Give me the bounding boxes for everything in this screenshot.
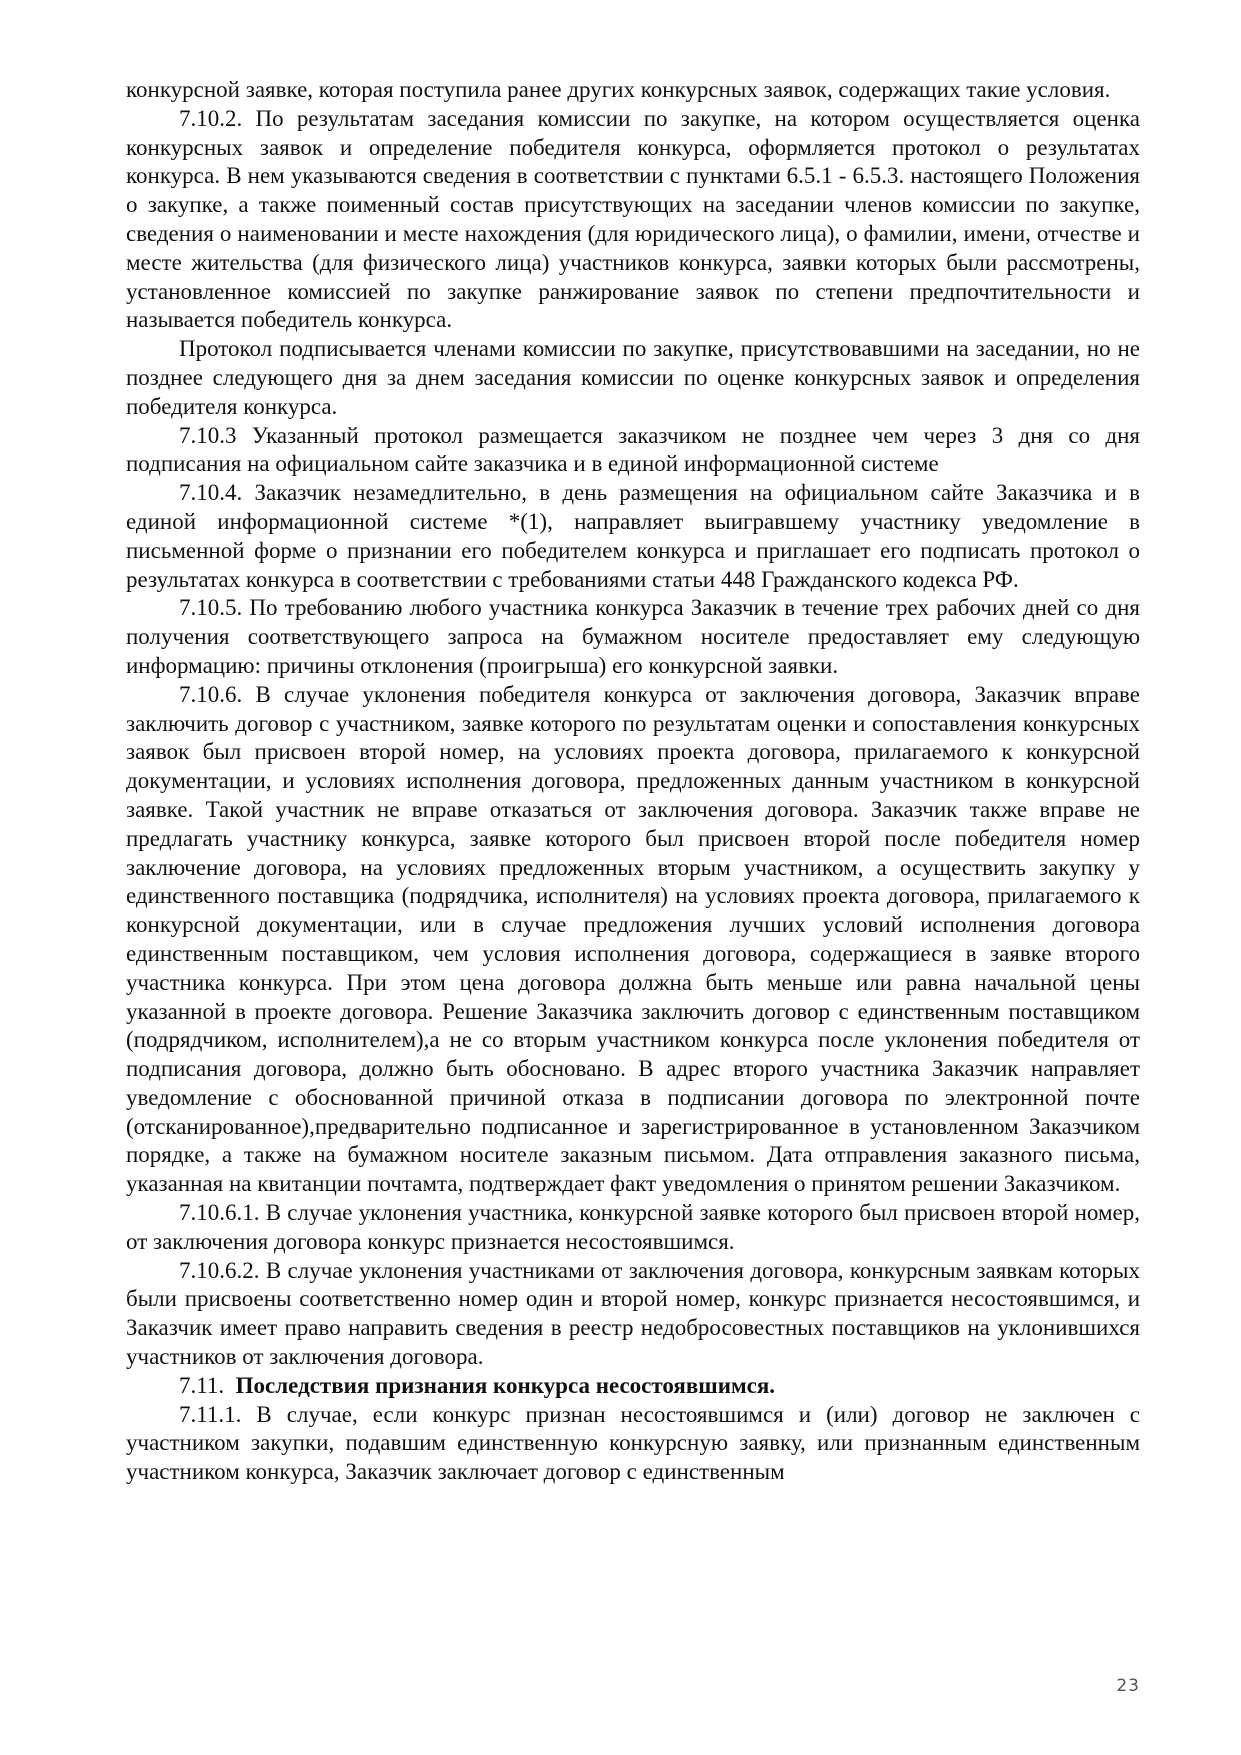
section-title: Последствия признания конкурса несостоявшимся.: [235, 1372, 776, 1398]
paragraph-7-10-4: 7.10.4. Заказчик незамедлительно, в день размещения на официальном сайте Заказчика и в единой информационной системе *(1), направляет выигравшему участнику уведомление в письменной форме о признании его победителем конкурса и приглашает его подписать протокол о результатах конкурса в соответствии с требованиями статьи 448 Гражданского кодекса РФ.: [126, 480, 1140, 592]
paragraph-protocol-signing: Протокол подписывается членами комиссии по закупке, присутствовавшими на заседании, но не позднее следующего дня за днем заседания комиссии по оценке конкурсных заявок и определения победителя конкурса.: [126, 336, 1140, 419]
paragraph-7-10-3: 7.10.3 Указанный протокол размещается заказчиком не позднее чем через 3 дня со дня подписания на официальном сайте заказчика и в единой информационной системе: [126, 422, 1140, 477]
paragraph-7-11-1: 7.11.1. В случае, если конкурс признан несостоявшимся и (или) договор не заключен с участником закупки, подавшим единственную конкурсную заявку, или признанным единственным участником конкурса, Заказчик заключает договор с единственным: [126, 1401, 1140, 1485]
paragraph-continuation: конкурсной заявке, которая поступила ранее других конкурсных заявок, содержащих такие условия.: [126, 77, 1111, 102]
section-number: 7.11.: [179, 1372, 225, 1398]
page-number: 23: [1116, 1676, 1140, 1696]
paragraph-7-10-6-1: 7.10.6.1. В случае уклонения участника, конкурсной заявке которого был присвоен второй номер, от заключения договора конкурс признается несостоявшимся.: [126, 1200, 1140, 1254]
paragraph-7-10-6: 7.10.6. В случае уклонения победителя конкурса от заключения договора, Заказчик вправе заключить договор с участником, заявке которого по результатам оценки и сопоставления конкурсных заявок был присвоен второй номер, на условиях проекта договора, прилагаемого к конкурсной документации, и условиях исполнения договора, предложенных данным участником в конкурсной заявке. Такой участник не вправе отказаться от заключения договора. Заказчик также вправе не предлагать участнику конкурса, заявке которого был присвоен второй после победителя номер заключение договора, на условиях предложенных вторым участником, а осуществить закупку у единственного поставщика (подрядчика, исполнителя) на условиях проекта договора, прилагаемого к конкурсной документации, или в случае предложения лучших условий исполнения договора единственным поставщиком, чем условия исполнения договора, содержащиеся в заявке второго участника конкурса. При этом цена договора должна быть меньше или равна начальной цены указанной в проекте договора. Решение Заказчика заключить договор с единственным поставщиком (подрядчиком, исполнителем),а не со вторым участником конкурса после уклонения победителя от подписания договора, должно быть обосновано. В адрес второго участника Заказчик направляет уведомление с обоснованной причиной отказа в подписании договора по электронной почте (отсканированное),предварительно подписанное и зарегистрированное в установленном Заказчиком порядке, а также на бумажном носителе заказным письмом. Дата отправления заказного письма, указанная на квитанции почтамта, подтверждает факт уведомления о принятом решении Заказчиком.: [126, 681, 1140, 1197]
paragraph-7-10-5: 7.10.5. По требованию любого участника конкурса Заказчик в течение трех рабочих дней со дня получения соответствующего запроса на бумажном носителе предоставляет ему следующую информацию: причины отклонения (проигрыша) его конкурсной заявки.: [126, 595, 1140, 678]
section-heading-7-11: [126, 1372, 1140, 1401]
document-body: [126, 76, 1140, 1487]
paragraph-7-10-6-2: 7.10.6.2. В случае уклонения участниками от заключения договора, конкурсным заявкам которых были присвоены соответственно номер один и второй номер, конкурс признается несостоявшимся, и Заказчик имеет право направить сведения в реестр недобросовестных поставщиков на уклонившихся участников от заключения договора.: [126, 1257, 1140, 1370]
paragraph-7-10-2: 7.10.2. По результатам заседания комиссии по закупке, на котором осуществляется оценка конкурсных заявок и определение победителя конкурса, оформляется протокол о результатах конкурса. В нем указываются сведения в соответствии с пунктами 6.5.1 - 6.5.3. настоящего Положения о закупке, а также поименный состав присутствующих на заседании членов комиссии по закупке, сведения о наименовании и месте нахождения (для юридического лица), о фамилии, имени, отчестве и месте жительства (для физического лица) участников конкурса, заявки которых были рассмотрены, установленное комиссией по закупке ранжирование заявок по степени предпочтительности и называется победитель конкурса.: [126, 105, 1140, 333]
